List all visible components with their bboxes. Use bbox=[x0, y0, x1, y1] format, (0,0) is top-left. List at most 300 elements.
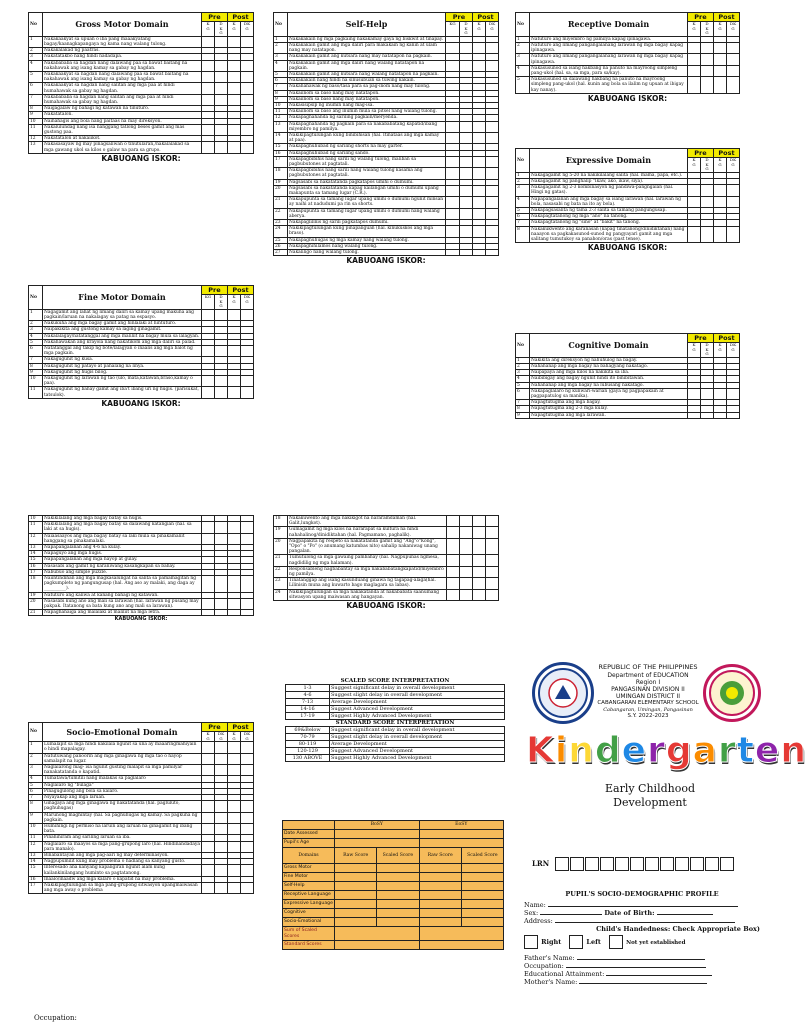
score-cell-kg-post[interactable] bbox=[714, 388, 727, 399]
education-field[interactable] bbox=[606, 975, 712, 976]
score-cell-dkg-pre[interactable] bbox=[214, 346, 227, 357]
lrn-box-4[interactable] bbox=[600, 857, 614, 871]
score-cell-kg-post[interactable] bbox=[473, 226, 486, 237]
score-cell-kg-post[interactable] bbox=[714, 412, 727, 418]
summary-cell-raw-bosy[interactable] bbox=[335, 909, 377, 918]
score-cell-kg-pre[interactable] bbox=[201, 841, 214, 852]
score-cell-dkg-post[interactable] bbox=[241, 533, 254, 544]
father-field[interactable] bbox=[577, 959, 705, 960]
score-cell-kg-pre[interactable] bbox=[447, 527, 460, 538]
score-cell-dkg-post[interactable] bbox=[486, 42, 499, 53]
score-cell-dkg-pre[interactable] bbox=[459, 42, 472, 53]
score-cell-dkg-post[interactable] bbox=[727, 388, 740, 399]
sy-line: S.Y. 2022-2023 bbox=[627, 712, 669, 719]
score-cell-kg-pre[interactable] bbox=[687, 77, 700, 94]
gross-motor-total: KABUOANG ISKOR: bbox=[101, 153, 181, 163]
kinder-letter-e2: e bbox=[754, 730, 781, 771]
score-cell-dkg-pre[interactable] bbox=[700, 196, 713, 207]
score-cell-dkg-post[interactable] bbox=[486, 250, 499, 256]
score-cell-kg-pre[interactable] bbox=[447, 538, 460, 555]
score-cell-dkg-pre[interactable] bbox=[214, 142, 227, 153]
item-row bbox=[274, 555, 499, 566]
summary-cell-scaled-eosy[interactable] bbox=[461, 891, 503, 900]
score-cell-dkg-pre[interactable] bbox=[459, 197, 472, 208]
score-cell-dkg-pre[interactable] bbox=[215, 610, 228, 616]
score-cell-dkg-pre[interactable] bbox=[700, 42, 713, 53]
score-cell-dkg-pre[interactable] bbox=[700, 388, 713, 399]
summary-cell-raw-bosy[interactable] bbox=[335, 918, 377, 927]
score-cell-dkg-post[interactable] bbox=[241, 124, 254, 135]
score-cell-dkg-pre[interactable] bbox=[459, 185, 472, 196]
score-cell-kg-post[interactable] bbox=[228, 309, 241, 320]
score-cell-dkg-pre[interactable] bbox=[460, 527, 473, 538]
score-cell-kg-pre[interactable] bbox=[201, 36, 214, 47]
score-cell-kg-post[interactable] bbox=[228, 142, 241, 153]
score-cell-kg-pre[interactable] bbox=[201, 72, 214, 83]
lrn-box-9[interactable] bbox=[675, 857, 689, 871]
score-cell-kg-post[interactable] bbox=[228, 60, 241, 71]
score-cell-dkg-pre[interactable] bbox=[700, 65, 713, 76]
score-cell-kg-pre[interactable] bbox=[201, 883, 214, 894]
lrn-box-3[interactable] bbox=[585, 857, 599, 871]
cognitive-total: KABUOANG ISKOR: bbox=[114, 616, 168, 623]
score-cell-dkg-pre[interactable] bbox=[214, 841, 227, 852]
score-cell-kg-pre[interactable] bbox=[445, 42, 459, 53]
score-cell-kg-pre[interactable] bbox=[445, 197, 459, 208]
item-row bbox=[29, 346, 254, 357]
score-cell-kg-pre[interactable] bbox=[445, 156, 459, 167]
score-cell-kg-pre[interactable] bbox=[202, 610, 215, 616]
score-cell-dkg-post[interactable] bbox=[486, 60, 499, 71]
score-cell-dkg-pre[interactable] bbox=[214, 60, 227, 71]
item-number: 4 bbox=[29, 60, 43, 71]
summary-cell-scaled-eosy[interactable] bbox=[461, 882, 503, 891]
kinder-letter-e: e bbox=[621, 730, 648, 771]
score-cell-kg-pre[interactable] bbox=[445, 133, 459, 144]
score-cell-dkg-post[interactable] bbox=[241, 824, 254, 835]
summary-cell-raw-eosy[interactable] bbox=[419, 873, 461, 882]
score-cell-dkg-post[interactable] bbox=[727, 77, 740, 94]
score-cell-dkg-post[interactable] bbox=[486, 185, 499, 196]
score-cell-dkg-pre[interactable] bbox=[214, 801, 227, 812]
score-cell-dkg-post[interactable] bbox=[241, 376, 254, 387]
score-cell-dkg-pre[interactable] bbox=[214, 83, 227, 94]
score-cell-dkg-pre[interactable] bbox=[215, 533, 228, 544]
score-cell-kg-pre[interactable] bbox=[445, 168, 459, 179]
score-cell-kg-pre[interactable] bbox=[445, 208, 459, 219]
dkg-pre: D K G bbox=[700, 158, 713, 173]
score-cell-dkg-post[interactable] bbox=[241, 387, 254, 398]
item-row bbox=[29, 576, 254, 593]
score-cell-kg-pre[interactable] bbox=[201, 753, 214, 764]
summary-cell-raw-bosy[interactable] bbox=[335, 900, 377, 909]
lrn-box-10[interactable] bbox=[690, 857, 704, 871]
score-cell-dkg-post[interactable] bbox=[241, 883, 254, 894]
summary-cell-raw-eosy[interactable] bbox=[419, 900, 461, 909]
score-cell-kg-post[interactable] bbox=[473, 566, 486, 577]
score-cell-dkg-post[interactable] bbox=[241, 142, 254, 153]
eosy-age[interactable] bbox=[419, 839, 504, 848]
score-cell-dkg-post[interactable] bbox=[486, 226, 499, 237]
score-cell-kg-post[interactable] bbox=[714, 185, 727, 196]
score-cell-kg-post[interactable] bbox=[228, 753, 241, 764]
score-cell-kg-pre[interactable] bbox=[445, 250, 459, 256]
summary-cell-scaled-eosy[interactable] bbox=[461, 900, 503, 909]
score-cell-kg-post[interactable] bbox=[473, 168, 486, 179]
score-cell-dkg-pre[interactable] bbox=[214, 72, 227, 83]
score-cell-kg-post[interactable] bbox=[473, 42, 486, 53]
summary-cell-scaled-bosy[interactable] bbox=[377, 873, 419, 882]
score-cell-kg-pre[interactable] bbox=[201, 94, 214, 105]
score-cell-kg-post[interactable] bbox=[228, 812, 241, 823]
score-cell-dkg-pre[interactable] bbox=[700, 412, 713, 418]
item-text: Inaalo/inaadw ang mga kalaro o kapatid na may problema. bbox=[43, 876, 202, 882]
occupation-field[interactable] bbox=[566, 967, 706, 968]
score-cell-dkg-post[interactable] bbox=[486, 156, 499, 167]
receptive-title: Receptive Domain bbox=[530, 13, 688, 37]
right-checkbox[interactable] bbox=[524, 935, 538, 949]
score-cell-dkg-pre[interactable] bbox=[214, 94, 227, 105]
score-cell-dkg-post[interactable] bbox=[241, 94, 254, 105]
score-cell-kg-post[interactable] bbox=[473, 208, 486, 219]
score-cell-dkg-post[interactable] bbox=[241, 812, 254, 823]
score-cell-kg-post[interactable] bbox=[473, 156, 486, 167]
lrn-box-8[interactable] bbox=[660, 857, 674, 871]
score-cell-dkg-post[interactable] bbox=[241, 765, 254, 776]
score-cell-dkg-pre[interactable] bbox=[459, 133, 472, 144]
score-cell-dkg-pre[interactable] bbox=[214, 376, 227, 387]
score-cell-kg-pre[interactable] bbox=[201, 83, 214, 94]
score-cell-kg-pre[interactable] bbox=[202, 533, 215, 544]
score-cell-dkg-post[interactable] bbox=[727, 412, 740, 418]
item-number: 1 bbox=[516, 36, 530, 42]
summary-cell-scaled-bosy[interactable] bbox=[377, 864, 419, 873]
summary-cell-raw-eosy[interactable] bbox=[419, 891, 461, 900]
lrn-box-7[interactable] bbox=[645, 857, 659, 871]
score-cell-dkg-post[interactable] bbox=[727, 185, 740, 196]
item-text: Nakapupunta sa tamang lugar upang umihi o dumumi nang walang aberya. bbox=[288, 208, 446, 219]
mother-field[interactable] bbox=[579, 983, 707, 984]
score-cell-kg-pre[interactable] bbox=[202, 598, 215, 609]
score-cell-kg-pre[interactable] bbox=[687, 226, 700, 243]
score-cell-kg-pre[interactable] bbox=[201, 142, 214, 153]
summary-cell-raw-bosy[interactable] bbox=[335, 891, 377, 900]
score-cell-dkg-post[interactable] bbox=[727, 42, 740, 53]
score-cell-dkg-pre[interactable] bbox=[214, 883, 227, 894]
score-cell-kg-pre[interactable] bbox=[201, 387, 214, 398]
name-field[interactable] bbox=[548, 906, 738, 907]
bosy-standard[interactable] bbox=[335, 941, 420, 950]
lrn-box-11[interactable] bbox=[705, 857, 719, 871]
score-cell-dkg-post[interactable] bbox=[486, 197, 499, 208]
score-cell-dkg-pre[interactable] bbox=[214, 124, 227, 135]
summary-cell-scaled-eosy[interactable] bbox=[461, 864, 503, 873]
score-cell-kg-pre[interactable] bbox=[201, 309, 214, 320]
score-cell-kg-post[interactable] bbox=[714, 65, 727, 76]
score-cell-kg-pre[interactable] bbox=[687, 185, 700, 196]
score-cell-dkg-pre[interactable] bbox=[459, 121, 472, 132]
summary-cell-scaled-eosy[interactable] bbox=[461, 918, 503, 927]
score-cell-kg-pre[interactable] bbox=[687, 42, 700, 53]
score-cell-dkg-post[interactable] bbox=[727, 226, 740, 243]
score-cell-kg-post[interactable] bbox=[228, 883, 241, 894]
score-cell-dkg-post[interactable] bbox=[241, 309, 254, 320]
score-cell-kg-post[interactable] bbox=[228, 742, 241, 753]
summary-cell-raw-bosy[interactable] bbox=[335, 873, 377, 882]
score-cell-dkg-post[interactable] bbox=[727, 65, 740, 76]
score-cell-kg-pre[interactable] bbox=[201, 124, 214, 135]
score-cell-dkg-pre[interactable] bbox=[215, 598, 228, 609]
score-cell-kg-pre[interactable] bbox=[201, 376, 214, 387]
score-cell-dkg-post[interactable] bbox=[486, 578, 499, 589]
item-number: 25 bbox=[274, 237, 288, 243]
score-cell-kg-post[interactable] bbox=[473, 197, 486, 208]
item-row bbox=[29, 124, 254, 135]
score-cell-kg-post[interactable] bbox=[473, 578, 486, 589]
score-cell-dkg-pre[interactable] bbox=[214, 865, 227, 876]
eosy-date[interactable] bbox=[419, 830, 504, 839]
score-cell-dkg-post[interactable] bbox=[241, 742, 254, 753]
score-cell-kg-post[interactable] bbox=[714, 196, 727, 207]
score-cell-dkg-pre[interactable] bbox=[700, 54, 713, 65]
score-cell-dkg-pre[interactable] bbox=[459, 250, 472, 256]
score-cell-kg-pre[interactable] bbox=[445, 185, 459, 196]
score-cell-kg-post[interactable] bbox=[473, 60, 486, 71]
score-cell-dkg-post[interactable] bbox=[241, 841, 254, 852]
score-cell-dkg-post[interactable] bbox=[486, 208, 499, 219]
item-text: Nakakakain ng mga pagkaing nakakamay gaya ng biskwit at tinapay. bbox=[288, 36, 446, 42]
item-number: 21 bbox=[274, 555, 288, 566]
score-cell-dkg-post[interactable] bbox=[486, 527, 499, 538]
score-cell-kg-post[interactable] bbox=[228, 83, 241, 94]
score-cell-kg-pre[interactable] bbox=[687, 196, 700, 207]
score-cell-kg-post[interactable] bbox=[714, 42, 727, 53]
summary-cell-raw-eosy[interactable] bbox=[419, 918, 461, 927]
score-cell-kg-pre[interactable] bbox=[445, 226, 459, 237]
score-cell-kg-post[interactable] bbox=[473, 516, 486, 527]
score-cell-kg-post[interactable] bbox=[228, 533, 241, 544]
score-cell-dkg-post[interactable] bbox=[241, 576, 254, 593]
expressive-panel bbox=[515, 148, 740, 252]
item-number: 14 bbox=[29, 551, 43, 557]
score-cell-kg-post[interactable] bbox=[473, 589, 486, 600]
score-cell-kg-pre[interactable] bbox=[447, 566, 460, 577]
name-row bbox=[524, 901, 760, 909]
score-cell-dkg-post[interactable] bbox=[241, 83, 254, 94]
score-cell-dkg-pre[interactable] bbox=[214, 753, 227, 764]
score-cell-dkg-pre[interactable] bbox=[214, 36, 227, 47]
item-text: Nakapagsasalita ng tama 2-3 salita sa tamang pangungusap. bbox=[530, 208, 688, 214]
score-cell-kg-pre[interactable] bbox=[201, 865, 214, 876]
item-number: 7 bbox=[29, 94, 43, 105]
item-text: Nagsasabi sa nakatatanda kapag kailangan umihi o dumumi upang makapunta sa tamang lugar (C.R.). bbox=[288, 185, 446, 196]
bosy-date[interactable] bbox=[335, 830, 420, 839]
summary-cell-raw-eosy[interactable] bbox=[419, 909, 461, 918]
score-cell-dkg-post[interactable] bbox=[241, 610, 254, 616]
score-cell-dkg-pre[interactable] bbox=[459, 156, 472, 167]
score-cell-dkg-post[interactable] bbox=[486, 121, 499, 132]
score-cell-dkg-pre[interactable] bbox=[214, 309, 227, 320]
score-cell-kg-post[interactable] bbox=[228, 801, 241, 812]
score-cell-kg-post[interactable] bbox=[228, 376, 241, 387]
score-cell-kg-pre[interactable] bbox=[687, 54, 700, 65]
score-cell-kg-post[interactable] bbox=[228, 387, 241, 398]
score-cell-dkg-post[interactable] bbox=[486, 516, 499, 527]
eosy-sum[interactable] bbox=[419, 927, 504, 941]
score-cell-kg-pre[interactable] bbox=[687, 412, 700, 418]
score-cell-dkg-post[interactable] bbox=[241, 72, 254, 83]
score-cell-dkg-pre[interactable] bbox=[459, 208, 472, 219]
score-cell-dkg-pre[interactable] bbox=[214, 742, 227, 753]
item-number: 1 bbox=[29, 36, 43, 47]
score-cell-kg-post[interactable] bbox=[714, 54, 727, 65]
score-cell-dkg-post[interactable] bbox=[727, 54, 740, 65]
score-cell-dkg-post[interactable] bbox=[486, 133, 499, 144]
summary-cell-raw-bosy[interactable] bbox=[335, 882, 377, 891]
summary-domain-row bbox=[283, 891, 504, 900]
address-field[interactable] bbox=[555, 922, 735, 923]
item-number: 22 bbox=[274, 566, 288, 577]
score-cell-dkg-pre[interactable] bbox=[460, 555, 473, 566]
score-cell-kg-pre[interactable] bbox=[447, 589, 460, 600]
lrn-box-5[interactable] bbox=[615, 857, 629, 871]
summary-cell-scaled-bosy[interactable] bbox=[377, 918, 419, 927]
score-cell-kg-pre[interactable] bbox=[687, 65, 700, 76]
summary-cell-scaled-eosy[interactable] bbox=[461, 909, 503, 918]
bosy-age[interactable] bbox=[335, 839, 420, 848]
score-cell-kg-pre[interactable] bbox=[201, 765, 214, 776]
score-cell-kg-post[interactable] bbox=[228, 598, 241, 609]
score-cell-dkg-pre[interactable] bbox=[700, 185, 713, 196]
score-cell-kg-post[interactable] bbox=[228, 72, 241, 83]
score-cell-kg-post[interactable] bbox=[228, 36, 241, 47]
score-cell-kg-post[interactable] bbox=[473, 538, 486, 555]
score-cell-kg-pre[interactable] bbox=[447, 555, 460, 566]
score-cell-dkg-pre[interactable] bbox=[214, 824, 227, 835]
score-cell-kg-pre[interactable] bbox=[447, 578, 460, 589]
score-cell-dkg-pre[interactable] bbox=[214, 765, 227, 776]
score-cell-dkg-pre[interactable] bbox=[700, 77, 713, 94]
score-cell-kg-pre[interactable] bbox=[201, 60, 214, 71]
score-cell-kg-post[interactable] bbox=[473, 527, 486, 538]
summary-cell-raw-eosy[interactable] bbox=[419, 882, 461, 891]
score-cell-kg-post[interactable] bbox=[714, 226, 727, 243]
score-cell-dkg-post[interactable] bbox=[241, 522, 254, 533]
score-cell-dkg-post[interactable] bbox=[486, 589, 499, 600]
score-cell-dkg-pre[interactable] bbox=[215, 522, 228, 533]
score-cell-kg-pre[interactable] bbox=[202, 522, 215, 533]
score-cell-dkg-post[interactable] bbox=[241, 865, 254, 876]
score-cell-dkg-post[interactable] bbox=[241, 36, 254, 47]
score-cell-dkg-post[interactable] bbox=[486, 566, 499, 577]
item-number: 3 bbox=[516, 185, 530, 196]
lrn-box-6[interactable] bbox=[630, 857, 644, 871]
score-cell-dkg-pre[interactable] bbox=[460, 538, 473, 555]
score-cell-dkg-pre[interactable] bbox=[214, 387, 227, 398]
summary-cell-scaled-bosy[interactable] bbox=[377, 900, 419, 909]
left-checkbox[interactable] bbox=[569, 935, 583, 949]
summary-cell-raw-eosy[interactable] bbox=[419, 864, 461, 873]
score-cell-kg-pre[interactable] bbox=[202, 576, 215, 593]
score-cell-dkg-post[interactable] bbox=[241, 346, 254, 357]
kinder-letter-r2: r bbox=[717, 730, 737, 771]
score-cell-dkg-pre[interactable] bbox=[700, 226, 713, 243]
score-cell-dkg-pre[interactable] bbox=[459, 168, 472, 179]
score-cell-kg-post[interactable] bbox=[473, 121, 486, 132]
score-cell-dkg-pre[interactable] bbox=[460, 589, 473, 600]
score-cell-kg-post[interactable] bbox=[473, 250, 486, 256]
score-cell-kg-post[interactable] bbox=[228, 765, 241, 776]
score-cell-kg-pre[interactable] bbox=[445, 121, 459, 132]
score-cell-kg-post[interactable] bbox=[228, 346, 241, 357]
score-cell-kg-post[interactable] bbox=[228, 841, 241, 852]
lrn-box-1[interactable] bbox=[555, 857, 569, 871]
score-cell-kg-pre[interactable] bbox=[201, 824, 214, 835]
not-yet-checkbox[interactable] bbox=[609, 935, 623, 949]
summary-cell-raw-bosy[interactable] bbox=[335, 864, 377, 873]
score-cell-dkg-post[interactable] bbox=[486, 168, 499, 179]
eosy-standard[interactable] bbox=[419, 941, 504, 950]
score-cell-kg-post[interactable] bbox=[473, 133, 486, 144]
score-cell-kg-post[interactable] bbox=[228, 576, 241, 593]
score-cell-kg-pre[interactable] bbox=[201, 742, 214, 753]
gross-motor-table bbox=[28, 12, 254, 154]
score-cell-dkg-post[interactable] bbox=[241, 801, 254, 812]
lrn-box-2[interactable] bbox=[570, 857, 584, 871]
score-cell-dkg-pre[interactable] bbox=[460, 578, 473, 589]
summary-table bbox=[282, 820, 504, 950]
score-cell-dkg-post[interactable] bbox=[727, 196, 740, 207]
score-cell-dkg-post[interactable] bbox=[486, 555, 499, 566]
score-cell-kg-pre[interactable] bbox=[447, 516, 460, 527]
score-cell-kg-pre[interactable] bbox=[687, 388, 700, 399]
score-cell-kg-post[interactable] bbox=[473, 555, 486, 566]
score-cell-kg-post[interactable] bbox=[228, 124, 241, 135]
score-cell-dkg-pre[interactable] bbox=[460, 566, 473, 577]
score-cell-kg-post[interactable] bbox=[473, 185, 486, 196]
score-cell-kg-pre[interactable] bbox=[201, 346, 214, 357]
score-cell-dkg-post[interactable] bbox=[241, 753, 254, 764]
score-cell-kg-pre[interactable] bbox=[445, 60, 459, 71]
score-cell-kg-post[interactable] bbox=[228, 824, 241, 835]
score-cell-kg-pre[interactable] bbox=[201, 801, 214, 812]
score-cell-dkg-pre[interactable] bbox=[460, 516, 473, 527]
summary-cell-scaled-bosy[interactable] bbox=[377, 909, 419, 918]
score-cell-dkg-pre[interactable] bbox=[459, 60, 472, 71]
score-cell-kg-post[interactable] bbox=[228, 865, 241, 876]
summary-cell-scaled-eosy[interactable] bbox=[461, 873, 503, 882]
score-cell-dkg-pre[interactable] bbox=[214, 812, 227, 823]
bosy-sum[interactable] bbox=[335, 927, 420, 941]
score-cell-dkg-pre[interactable] bbox=[215, 576, 228, 593]
item-number: 4 bbox=[516, 65, 530, 76]
item-number: 5 bbox=[29, 782, 43, 788]
score-cell-dkg-post[interactable] bbox=[241, 598, 254, 609]
summary-cell-scaled-bosy[interactable] bbox=[377, 891, 419, 900]
score-cell-dkg-post[interactable] bbox=[486, 538, 499, 555]
score-cell-kg-post[interactable] bbox=[228, 94, 241, 105]
score-cell-kg-post[interactable] bbox=[228, 610, 241, 616]
summary-cell-scaled-bosy[interactable] bbox=[377, 882, 419, 891]
score-cell-kg-post[interactable] bbox=[714, 77, 727, 94]
dob-field[interactable] bbox=[657, 914, 713, 915]
score-cell-dkg-post[interactable] bbox=[241, 60, 254, 71]
score-cell-kg-pre[interactable] bbox=[201, 812, 214, 823]
score-cell-dkg-pre[interactable] bbox=[459, 226, 472, 237]
score-cell-kg-post[interactable] bbox=[228, 522, 241, 533]
sex-field[interactable] bbox=[540, 914, 602, 915]
lrn-box-12[interactable] bbox=[720, 857, 734, 871]
